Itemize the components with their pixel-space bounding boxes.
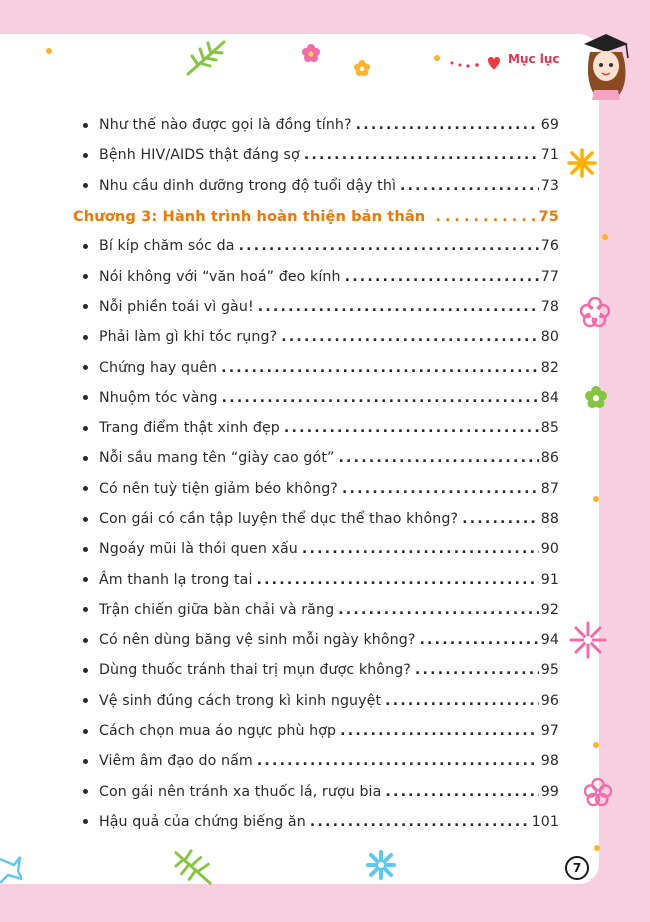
dot-leader: [284, 420, 539, 436]
toc-entry-title: Bệnh HIV/AIDS thật đáng sợ: [99, 147, 300, 164]
toc-entry-page: 97: [540, 723, 559, 740]
flower-icon: [302, 44, 320, 62]
toc-entry-title: Có nên dùng băng vệ sinh mỗi ngày không?: [99, 632, 416, 649]
toc-entry-title: Nhu cầu dinh dưỡng trong độ tuổi dậy thì: [99, 177, 396, 194]
dot-leader: [342, 481, 539, 497]
toc-entry-page: 85: [540, 420, 559, 437]
flower-icon: [600, 232, 610, 242]
flower-icon: [430, 51, 444, 65]
toc-entry-title: Hậu quả của chứng biếng ăn: [99, 813, 306, 830]
dot-leader: [385, 693, 539, 709]
dot-leader: [385, 784, 538, 800]
toc-chapter-heading[interactable]: [73, 201, 559, 231]
toc-entry-page: 75: [538, 207, 559, 225]
star-burst-icon: [0, 853, 22, 887]
dot-leader: [415, 662, 539, 678]
dot-leader: [221, 360, 539, 376]
toc-entry-page: 92: [540, 601, 559, 618]
toc-entry[interactable]: [83, 443, 559, 473]
toc-entry[interactable]: [83, 716, 559, 746]
star-burst-icon: [568, 620, 608, 660]
bullet-icon: [83, 153, 88, 158]
toc-entry[interactable]: [83, 595, 559, 625]
dot-leader: [400, 178, 539, 194]
dot-leader: [338, 450, 538, 466]
toc-entry-title: Nỗi phiền toái vì gàu!: [99, 298, 254, 315]
page-number: 7: [565, 856, 589, 880]
bullet-icon: [83, 759, 88, 764]
toc-entry[interactable]: [83, 110, 559, 140]
toc-entry-title: Nhuộm tóc vàng: [99, 389, 218, 406]
bullet-icon: [83, 123, 88, 128]
dot-leader: [239, 238, 539, 254]
dot-leader: [419, 632, 538, 648]
toc-entry[interactable]: [83, 261, 559, 291]
table-of-contents: [73, 110, 559, 837]
dot-leader: [222, 390, 539, 406]
dot-leader: [462, 511, 539, 527]
toc-entry-title: Trận chiến giữa bàn chải và răng: [99, 601, 335, 618]
heart-icon: [448, 48, 508, 78]
bullet-icon: [83, 365, 88, 370]
toc-entry-title: Con gái nên tránh xa thuốc lá, rượu bia: [99, 783, 382, 800]
flower-icon: [585, 386, 607, 408]
toc-entry-title: Âm thanh lạ trong tai: [99, 571, 253, 588]
toc-entry-title: Bí kíp chăm sóc da: [99, 238, 235, 255]
dot-leader: [310, 814, 530, 830]
toc-entry[interactable]: [83, 292, 559, 322]
toc-entry[interactable]: [83, 625, 559, 655]
toc-entry[interactable]: [83, 686, 559, 716]
toc-entry-page: 69: [540, 117, 559, 134]
toc-entry-title: Như thế nào được gọi là đồng tính?: [99, 117, 352, 134]
toc-entry-title: Nói không với “văn hoá” đeo kính: [99, 268, 341, 285]
dot-leader: [257, 753, 539, 769]
bullet-icon: [83, 244, 88, 249]
leaf-sprig-icon: [172, 848, 216, 888]
toc-entry-page: 78: [540, 298, 559, 315]
toc-entry[interactable]: [83, 352, 559, 382]
toc-entry-page: 101: [531, 813, 559, 830]
toc-entry[interactable]: [83, 504, 559, 534]
toc-entry-page: 87: [540, 480, 559, 497]
toc-entry[interactable]: [83, 231, 559, 261]
bullet-icon: [83, 335, 88, 340]
flower-icon: [580, 297, 610, 327]
bullet-icon: [83, 547, 88, 552]
flower-icon: [591, 494, 601, 504]
toc-entry-title: Vệ sinh đúng cách trong kì kinh nguyệt: [99, 692, 382, 709]
dot-leader: [281, 329, 539, 345]
toc-entry-page: 94: [540, 632, 559, 649]
toc-entry-page: 91: [540, 571, 559, 588]
toc-entry-page: 84: [540, 389, 559, 406]
toc-entry[interactable]: [83, 171, 559, 201]
toc-entry[interactable]: [83, 534, 559, 564]
toc-entry-title: Cách chọn mua áo ngực phù hợp: [99, 723, 337, 740]
girl-graduate-illustration: [576, 30, 636, 100]
dot-leader: [356, 117, 539, 133]
dot-leader: [304, 147, 539, 163]
toc-header: [448, 30, 638, 100]
bullet-icon: [83, 456, 88, 461]
bullet-icon: [83, 426, 88, 431]
flower-icon: [592, 843, 602, 853]
toc-entry-title: Ngoáy mũi là thói quen xấu: [99, 541, 298, 558]
dot-leader: [258, 299, 539, 315]
bullet-icon: [83, 638, 88, 643]
toc-entry-title: Chương 3: Hành trình hoàn thiện bản thân: [73, 207, 426, 225]
toc-entry-page: 88: [540, 511, 559, 527]
toc-entry-page: 96: [540, 692, 559, 709]
toc-entry-title: Chứng hay quên: [99, 359, 218, 376]
toc-entry-title: Con gái có cần tập luyện thể dục thể thao không?: [99, 511, 459, 527]
toc-entry[interactable]: [83, 746, 559, 776]
dot-leader: [340, 723, 539, 739]
bullet-icon: [83, 517, 88, 522]
flower-icon: [591, 740, 601, 750]
toc-entry[interactable]: [83, 322, 559, 352]
toc-entry-title: Trang điểm thật xinh đẹp: [99, 420, 280, 437]
toc-entry-title: Nỗi sầu mang tên “giày cao gót”: [99, 450, 335, 467]
toc-entry-title: Phải làm gì khi tóc rụng?: [99, 329, 278, 346]
toc-entry-title: Có nên tuỳ tiện giảm béo không?: [99, 480, 338, 497]
star-burst-icon: [366, 850, 396, 880]
toc-entry-page: 90: [540, 541, 559, 558]
toc-entry[interactable]: [83, 777, 559, 807]
dot-leader: [338, 602, 539, 618]
toc-entry-page: 77: [540, 268, 559, 285]
toc-entry-page: 99: [540, 783, 559, 800]
toc-entry[interactable]: [83, 807, 559, 837]
flower-icon: [44, 46, 54, 56]
toc-entry-page: 82: [540, 359, 559, 376]
toc-entry-page: 76: [540, 238, 559, 255]
bullet-icon: [83, 668, 88, 673]
bullet-icon: [83, 729, 88, 734]
toc-header-label: Mục lục: [508, 52, 560, 66]
toc-entry[interactable]: [83, 140, 559, 170]
flower-icon: [354, 60, 370, 76]
leaf-sprig-icon: [184, 38, 230, 78]
flower-icon: [584, 778, 612, 806]
toc-entry-page: 80: [540, 329, 559, 346]
toc-entry[interactable]: [83, 413, 559, 443]
toc-entry-page: 73: [540, 177, 559, 194]
toc-entry-page: 86: [540, 450, 559, 467]
toc-entry-page: 95: [540, 662, 559, 679]
toc-entry-page: 98: [540, 753, 559, 770]
toc-entry[interactable]: [83, 564, 559, 594]
toc-entry[interactable]: [83, 655, 559, 685]
dot-leader: [257, 572, 539, 588]
dot-leader: [435, 208, 536, 225]
dot-leader: [302, 541, 539, 557]
star-burst-icon: [567, 148, 597, 178]
toc-entry-page: 71: [540, 147, 559, 164]
toc-entry-title: Dùng thuốc tránh thai trị mụn được không?: [99, 662, 411, 679]
toc-entry-title: Viêm âm đạo do nấm: [99, 753, 253, 770]
toc-entry[interactable]: [83, 474, 559, 504]
toc-entry[interactable]: [83, 383, 559, 413]
dot-leader: [345, 269, 539, 285]
